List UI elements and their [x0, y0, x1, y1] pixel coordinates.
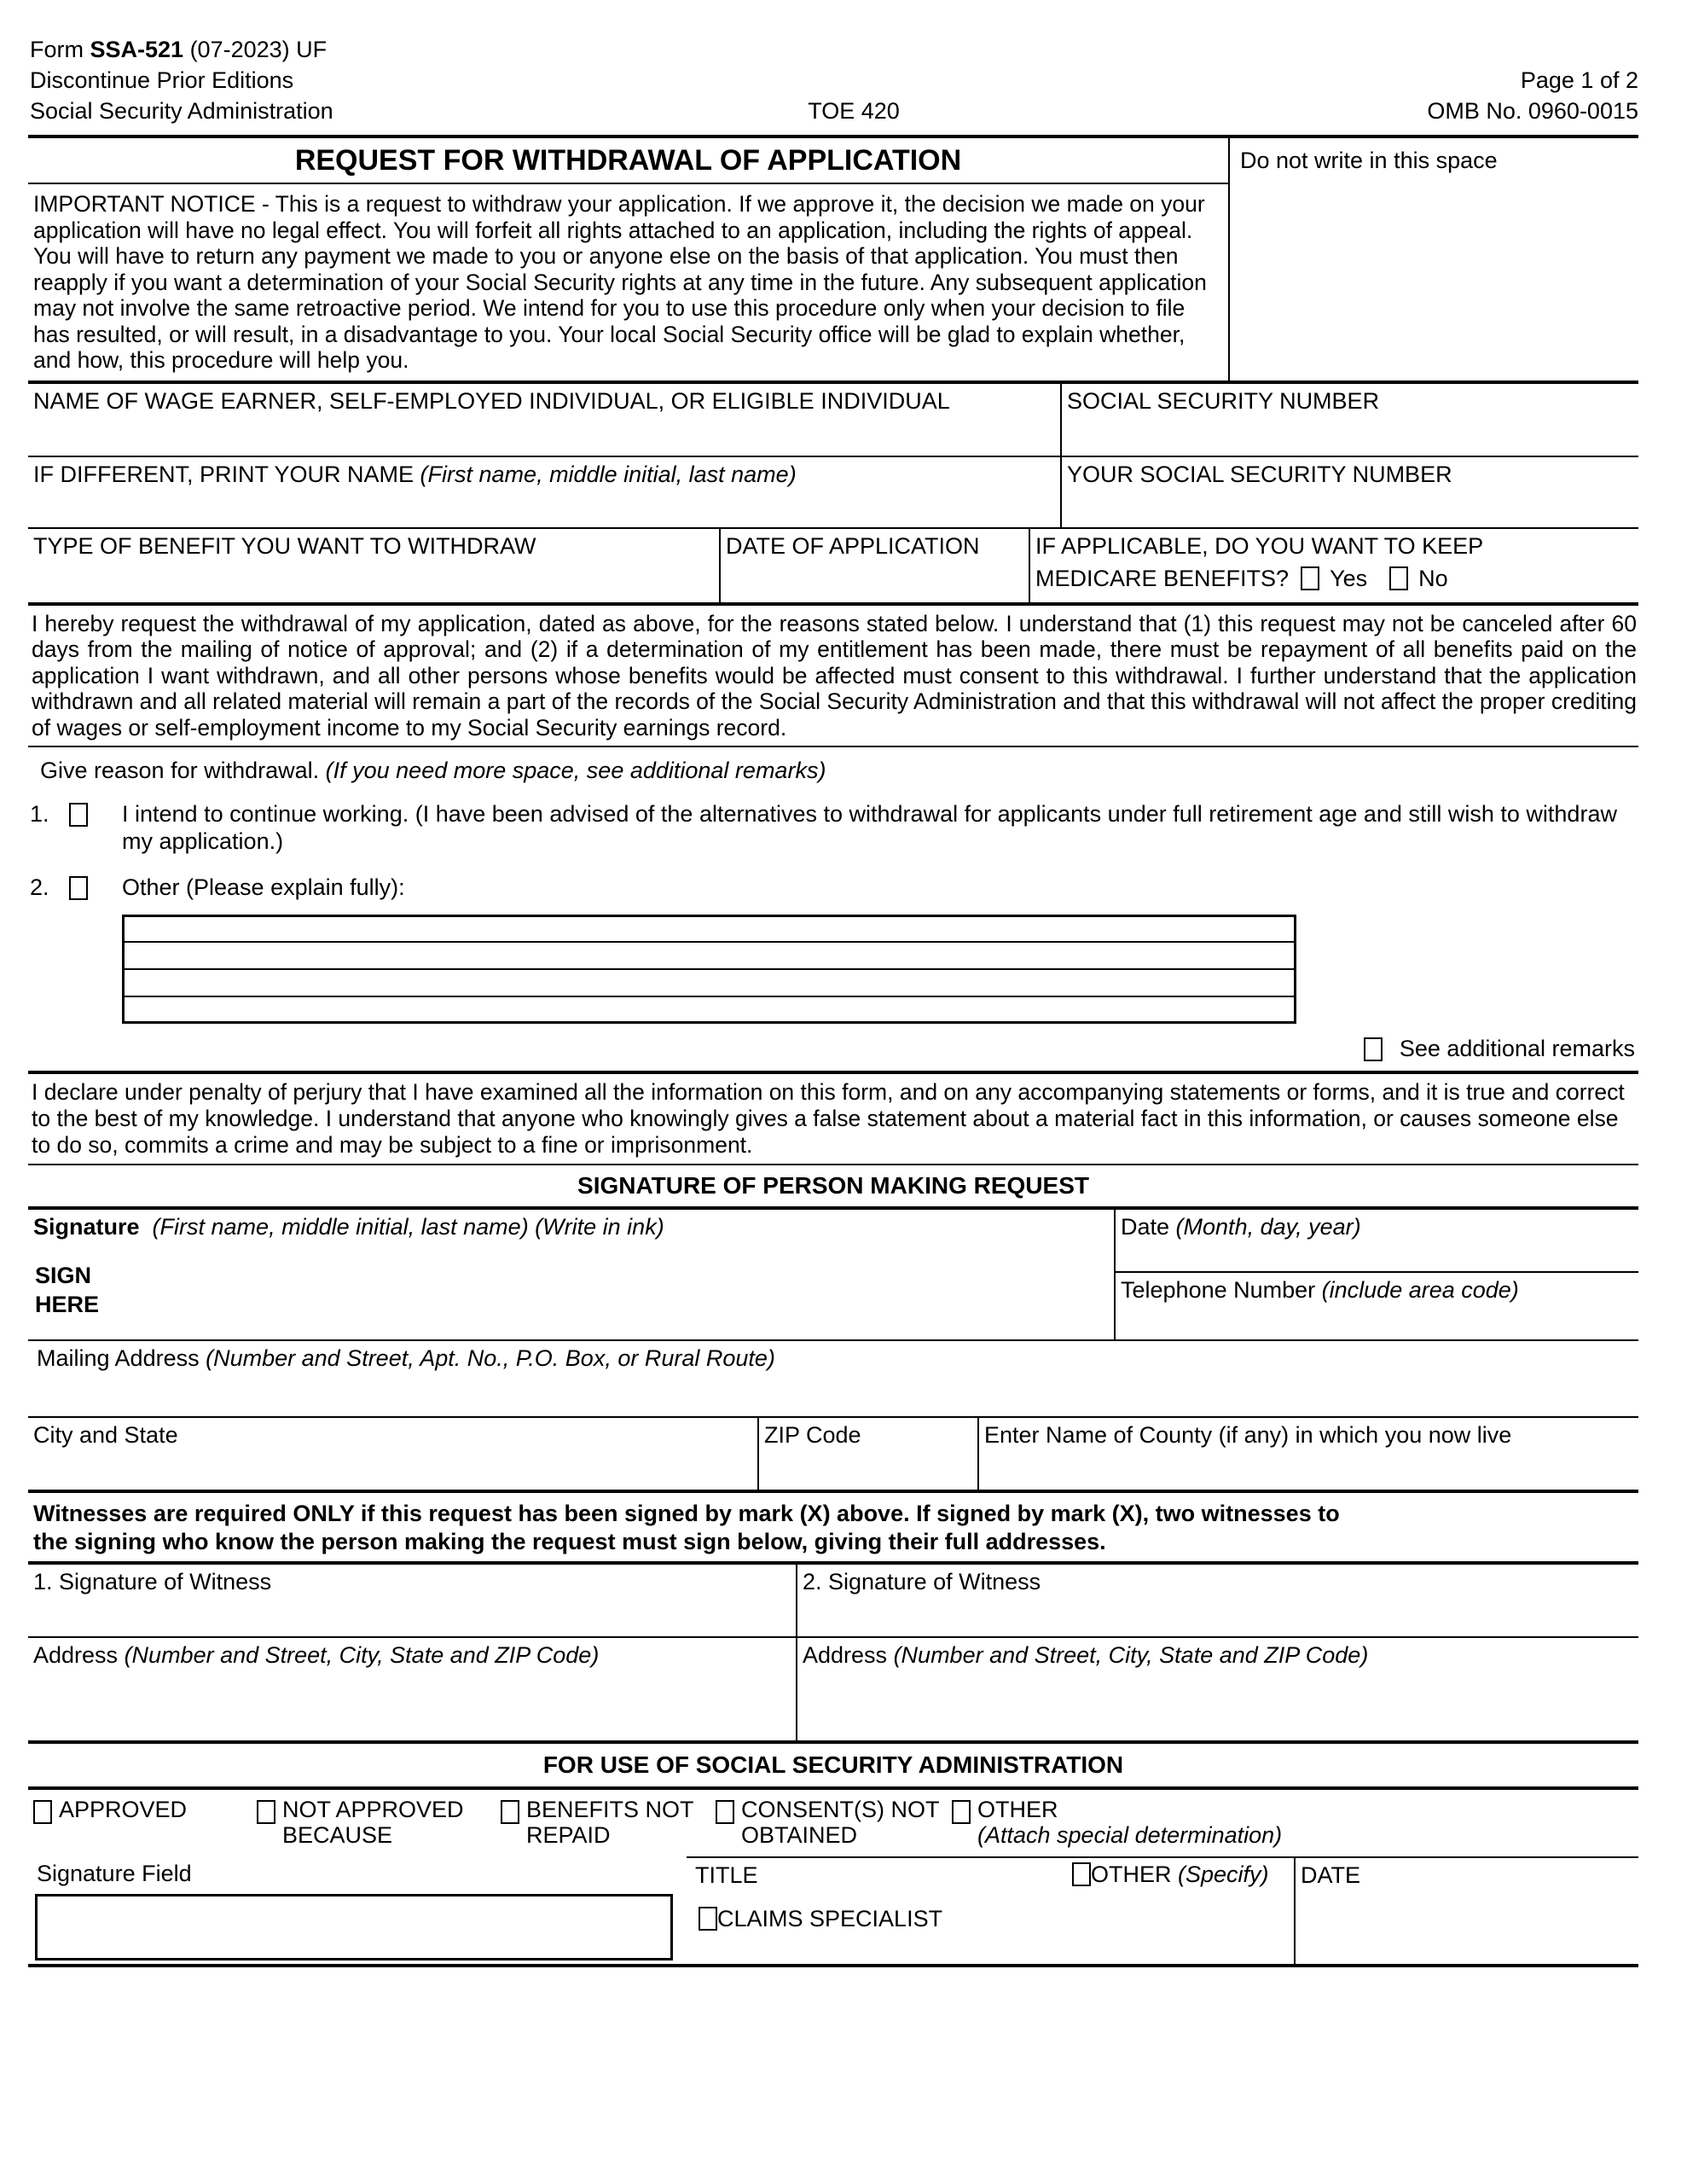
if-different-label [28, 457, 1060, 488]
telephone-field[interactable] [1116, 1271, 1638, 1339]
form-number: SSA-521 [90, 37, 184, 62]
telephone-label [1116, 1273, 1638, 1304]
witness-note-line-1: Witnesses are required ONLY if this request has been signed by mark (X) above. If signed by mark (X), two witnesses to [33, 1501, 1340, 1526]
ssa-other-label [977, 1797, 1282, 1848]
penalty-of-perjury-paragraph: I declare under penalty of perjury that I have examined all the information on this form, and on any accompanying statements or forms, and it is true and correct to the best of my knowledge. I understand that anyone who knowingly gives a false statement about a material fact in this information, or causes someone else to do so, commits a crime and may be subject to a fine or imprisonment. [32, 1079, 1625, 1158]
consents-not-obtained-line2: OBTAINED [741, 1822, 858, 1848]
medicare-line1: IF APPLICABLE, DO YOU WANT TO KEEP [1035, 532, 1484, 559]
not-approved-checkbox[interactable] [257, 1800, 275, 1824]
ssa-other-line2: (Attach special determination) [977, 1822, 1283, 1848]
reason-heading [28, 747, 1638, 788]
name-wage-earner-field[interactable] [28, 384, 1060, 456]
benefits-not-repaid-line2: REPAID [526, 1822, 611, 1848]
ssa-signature-input[interactable] [35, 1894, 673, 1960]
sign-here-marker [35, 1261, 99, 1319]
signature-label-italic: (First name, middle initial, last name) (Write in ink) [152, 1214, 664, 1240]
ssa-determination-options [28, 1790, 1638, 1856]
ssa-title-label: TITLE [695, 1862, 758, 1888]
w2-address-plain: Address [803, 1642, 894, 1668]
ssa-date-cell[interactable] [1294, 1856, 1638, 1964]
ssa-claims-specialist-option[interactable] [699, 1906, 942, 1932]
important-notice-text: IMPORTANT NOTICE - This is a request to withdraw your application. If we approve it, the decision we made on your application will have no legal effect. You will forfeit all rights attached to an application, including the rights of appeal. You will have to return any payment we made to you or anyone else on the basis of that application. You must then reapply if you want a determination of your Social Security rights at any time in the future. Any subsequent application may not involve the same retroactive period. We intend for you to use this procedure only when your decision to file has resulted, or will result, in a disadvantage to you. Your local Social Security office will be glad to explain whether, and how, this procedure will help you. [28, 183, 1228, 380]
ssa-option-benefits-not-repaid[interactable] [501, 1797, 694, 1848]
sign-text: SIGN [35, 1263, 92, 1288]
witness-1-address-field[interactable] [28, 1638, 796, 1740]
explanation-textarea[interactable] [122, 915, 1296, 1024]
zip-code-field[interactable] [757, 1418, 977, 1490]
omb-number: OMB No. 0960-0015 [1427, 98, 1638, 124]
reason-item-1 [28, 800, 1638, 855]
not-approved-line1: NOT APPROVED [282, 1797, 464, 1822]
reason-item-2 [28, 874, 1638, 908]
your-ssn-field[interactable] [1060, 456, 1638, 527]
witness-1-address-label [28, 1638, 796, 1669]
ssa-date-label: DATE [1301, 1862, 1361, 1888]
medicare-line2: MEDICARE BENEFITS? [1035, 565, 1290, 591]
see-additional-remarks-checkbox[interactable] [1364, 1037, 1383, 1061]
date-of-application-field[interactable] [719, 527, 1029, 602]
w2-address-italic: (Number and Street, City, State and ZIP Code) [893, 1642, 1369, 1668]
approved-label-text: APPROVED [59, 1797, 188, 1822]
phone-italic: (include area code) [1321, 1277, 1519, 1303]
benefits-not-repaid-label [526, 1797, 694, 1848]
witness-2-signature-field[interactable] [796, 1565, 1638, 1636]
toe-code-wrap [28, 96, 1638, 126]
ssa-option-other[interactable] [952, 1797, 1282, 1848]
city-state-label: City and State [33, 1422, 178, 1448]
form-label: Form [30, 37, 90, 62]
signature-label [28, 1210, 1114, 1240]
divider-form-bottom [28, 1964, 1638, 1967]
if-different-italic: (First name, middle initial, last name) [420, 461, 797, 487]
medicare-no-checkbox[interactable] [1389, 566, 1408, 590]
zip-code-label: ZIP Code [764, 1422, 861, 1448]
do-not-write-space [1228, 183, 1638, 380]
explanation-line-2 [125, 968, 1294, 970]
ssa-signature-field-cell [28, 1856, 687, 1964]
phone-plain: Telephone Number [1121, 1277, 1322, 1303]
agency-line: Social Security Administration [30, 98, 333, 124]
witness-1-signature-field[interactable] [28, 1565, 796, 1636]
explanation-line-1 [125, 941, 1294, 943]
if-different-plain: IF DIFFERENT, PRINT YOUR NAME [33, 461, 420, 487]
reason-1-text: I intend to continue working. (I have been advised of the alternatives to withdrawal for applicants under full retirement age and still wish to withdraw my application.) [122, 801, 1617, 854]
your-ssn-label: YOUR SOCIAL SECURITY NUMBER [1067, 461, 1452, 487]
discontinue-line: Discontinue Prior Editions [30, 67, 294, 93]
date-of-application-label: DATE OF APPLICATION [726, 532, 980, 559]
ssa-521-form [28, 34, 1638, 1967]
page-title: REQUEST FOR WITHDRAWAL OF APPLICATION [294, 144, 962, 177]
approved-label [59, 1797, 187, 1822]
consents-not-obtained-line1: CONSENT(S) NOT [741, 1797, 940, 1822]
witness-2-address-field[interactable] [796, 1638, 1638, 1740]
w1-address-plain: Address [33, 1642, 125, 1668]
witness-address-row [28, 1638, 1638, 1740]
medicare-no-label: No [1418, 565, 1448, 591]
reason-1-checkbox[interactable] [69, 803, 88, 827]
city-zip-county-row [28, 1418, 1638, 1490]
ssa-use-title: FOR USE OF SOCIAL SECURITY ADMINISTRATION [542, 1751, 1124, 1778]
title-row [28, 138, 1638, 183]
notice-row [28, 183, 1638, 380]
ssa-other-line1: OTHER [977, 1797, 1058, 1822]
date-field[interactable] [1116, 1210, 1638, 1271]
ssa-other-specify-checkbox[interactable] [1072, 1862, 1091, 1886]
witness-requirement-note [28, 1493, 1638, 1561]
hereby-request-paragraph: I hereby request the withdrawal of my application, dated as above, for the reasons stated below. I understand that (1) this request may not be canceled after 60 days from the mailing of notice of approval; and (2) if a determination of my entitlement has been made, there must be repayment of all benefits paid on the application I want withdrawn, and all other persons whose benefits would be affected must consent to this withdrawal. I further understand that the application withdrawn and all related material will remain a part of the records of the Social Security Administration and that this withdrawal will not affect the proper crediting of wages or self-employment income to my Social Security earnings record. [32, 610, 1637, 741]
benefits-not-repaid-checkbox[interactable] [501, 1800, 519, 1824]
reason-2-checkbox[interactable] [69, 876, 88, 900]
ssa-other-specify-italic: (Specify) [1178, 1862, 1269, 1887]
ssa-option-approved[interactable] [33, 1797, 187, 1824]
ssn-field[interactable] [1060, 384, 1638, 456]
type-of-benefit-field[interactable] [28, 527, 719, 602]
name-wage-earner-label: NAME OF WAGE EARNER, SELF-EMPLOYED INDIVIDUAL, OR ELIGIBLE INDIVIDUAL [33, 387, 950, 414]
form-header [28, 34, 1638, 135]
witness-2-signature-label: 2. Signature of Witness [803, 1569, 1041, 1594]
explanation-line-3 [125, 996, 1294, 997]
w1-address-italic: (Number and Street, City, State and ZIP Code) [124, 1642, 600, 1668]
signature-label-bold: Signature [33, 1214, 140, 1240]
mailing-address-field[interactable] [28, 1341, 1638, 1416]
mailing-plain: Mailing Address [37, 1345, 206, 1371]
date-plain: Date [1121, 1214, 1176, 1240]
form-number-line [30, 34, 333, 65]
claims-specialist-checkbox[interactable] [699, 1907, 717, 1931]
mailing-address-label [28, 1341, 1638, 1372]
ssa-other-specify-option[interactable] [1072, 1862, 1269, 1888]
if-different-row [28, 456, 1638, 527]
witness-2-address-label [797, 1638, 1638, 1669]
ssa-other-checkbox[interactable] [952, 1800, 971, 1824]
not-approved-label [282, 1797, 464, 1848]
ssa-option-not-approved[interactable] [257, 1797, 464, 1848]
witness-1-signature-label: 1. Signature of Witness [33, 1569, 272, 1594]
reason-1-number: 1. [30, 801, 49, 827]
signature-field[interactable] [28, 1210, 1114, 1339]
reason-2-number: 2. [30, 874, 49, 900]
county-field[interactable] [977, 1418, 1638, 1490]
type-of-benefit-label: TYPE OF BENEFIT YOU WANT TO WITHDRAW [33, 532, 536, 559]
consents-not-obtained-checkbox[interactable] [716, 1800, 734, 1824]
ssa-option-consents-not-obtained[interactable] [716, 1797, 940, 1848]
date-label [1116, 1210, 1638, 1240]
page-number: Page 1 of 2 [1520, 67, 1638, 93]
signature-row [28, 1210, 1638, 1339]
ssa-other-specify-plain: OTHER [1091, 1862, 1179, 1887]
medicare-yes-label: Yes [1330, 565, 1368, 591]
city-state-field[interactable] [28, 1418, 757, 1490]
name-ssn-row [28, 384, 1638, 456]
see-additional-remarks-label: See additional remarks [1399, 1036, 1635, 1061]
medicare-field[interactable] [1029, 527, 1638, 602]
approved-checkbox[interactable] [33, 1800, 52, 1824]
date-italic: (Month, day, year) [1175, 1214, 1361, 1240]
reason-heading-plain: Give reason for withdrawal. [40, 758, 326, 783]
toe-code: TOE 420 [808, 98, 900, 124]
ssa-footer-row [28, 1856, 1638, 1964]
do-not-write-label: Do not write in this space [1228, 138, 1638, 183]
claims-specialist-label: CLAIMS SPECIALIST [717, 1906, 943, 1931]
if-different-name-field[interactable] [28, 456, 1060, 527]
here-text: HERE [35, 1292, 100, 1317]
date-phone-column [1114, 1210, 1638, 1339]
reason-heading-italic: (If you need more space, see additional remarks) [325, 758, 826, 783]
benefits-not-repaid-line1: BENEFITS NOT [526, 1797, 694, 1822]
ssn-label: SOCIAL SECURITY NUMBER [1067, 387, 1380, 414]
witness-signature-row [28, 1565, 1638, 1636]
signature-section-title: SIGNATURE OF PERSON MAKING REQUEST [577, 1172, 1089, 1199]
ssa-signature-field-label: Signature Field [37, 1861, 192, 1886]
not-approved-line2: BECAUSE [282, 1822, 393, 1848]
medicare-yes-checkbox[interactable] [1301, 566, 1319, 590]
medicare-line2-wrap [1030, 560, 1638, 592]
mailing-italic: (Number and Street, Apt. No., P.O. Box, or Rural Route) [206, 1345, 775, 1371]
form-suffix: (07-2023) UF [183, 37, 328, 62]
benefit-date-medicare-row [28, 527, 1638, 602]
consents-not-obtained-label [741, 1797, 940, 1848]
reason-2-text: Other (Please explain fully): [122, 874, 405, 900]
witness-note-line-2: the signing who know the person making the request must sign below, giving their full addresses. [33, 1529, 1106, 1554]
ssa-title-cell [687, 1856, 1294, 1964]
see-additional-remarks-row [28, 1024, 1638, 1071]
county-label: Enter Name of County (if any) in which you now live [984, 1422, 1512, 1448]
